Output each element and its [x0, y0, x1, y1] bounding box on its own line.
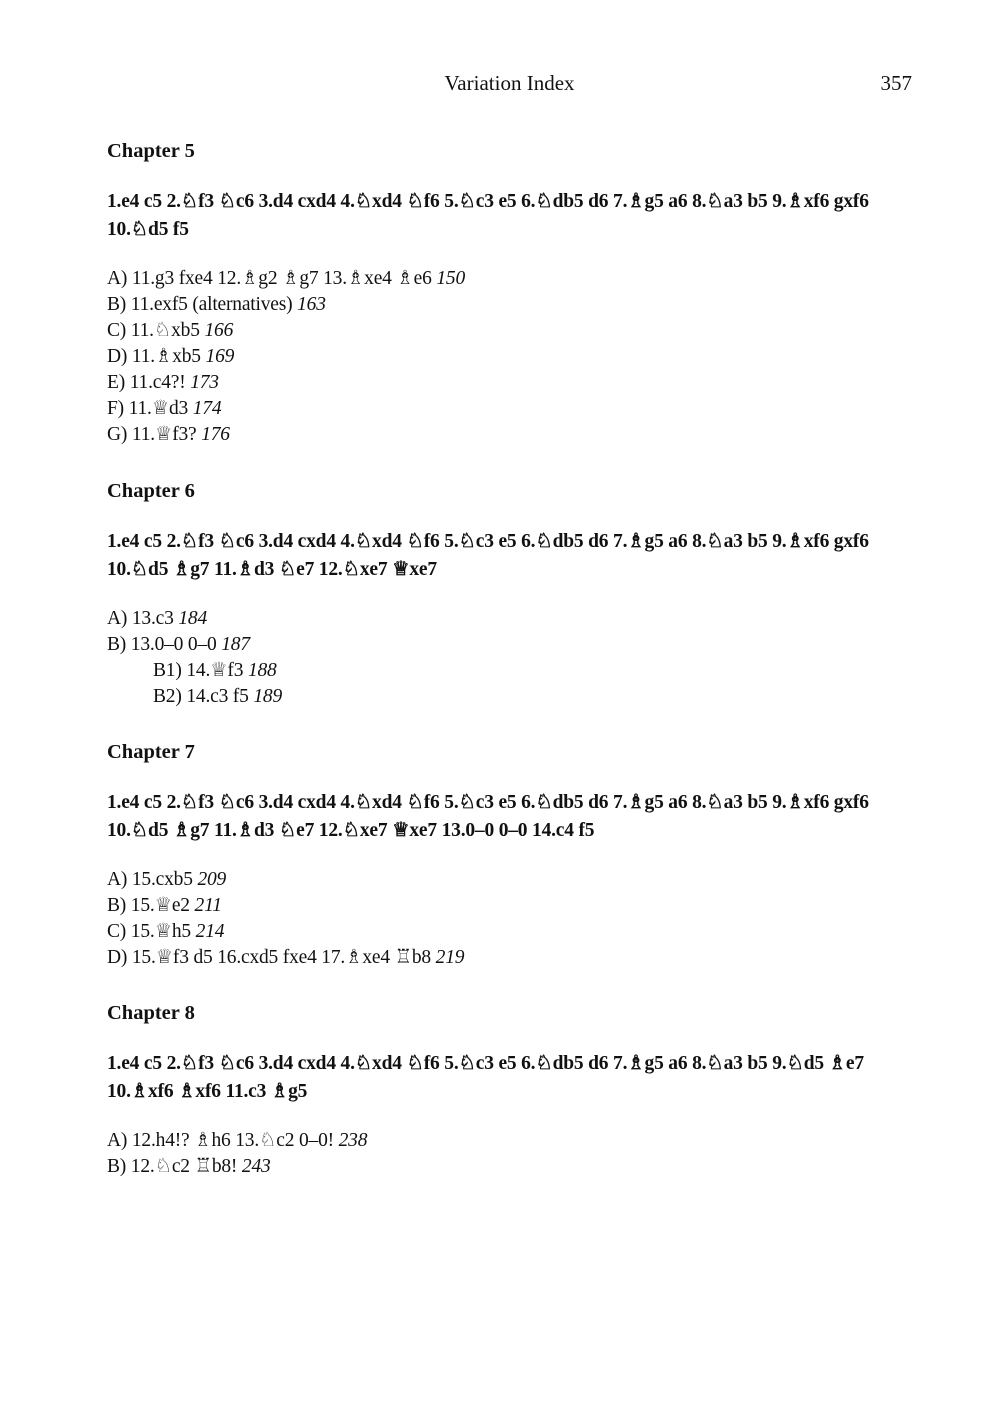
page-number: 357: [880, 71, 912, 95]
variation-label: G): [107, 424, 128, 445]
variation-moves: 11.♕f3?: [131, 424, 197, 445]
variation-item: [107, 893, 912, 919]
variation-label: D): [107, 947, 128, 968]
variation-moves: 14.c3 f5: [186, 686, 249, 707]
page-header: [107, 68, 912, 98]
variation-moves: 11.♗xb5: [131, 346, 201, 367]
variation-item: [107, 318, 912, 344]
page-reference: 176: [201, 424, 230, 445]
page-reference: 243: [241, 1156, 271, 1177]
variation-moves: 11.c4?!: [129, 372, 186, 393]
variation-item: [107, 867, 912, 893]
page-reference: 169: [205, 346, 235, 367]
page-reference: 187: [221, 634, 250, 655]
page-reference: 188: [247, 660, 277, 681]
variation-item: [107, 396, 912, 422]
page-reference: 189: [253, 686, 282, 707]
variation-label: C): [107, 320, 127, 341]
variation-list: [107, 606, 912, 710]
page-reference: 214: [195, 921, 225, 942]
variation-label: A): [107, 869, 128, 890]
variation-item: [107, 344, 912, 370]
page-reference: 209: [197, 869, 227, 890]
variation-moves: 12.h4!? ♗h6 13.♘c2 0–0!: [131, 1130, 334, 1151]
variation-moves: 14.♕f3: [186, 660, 244, 681]
variation-label: B2): [153, 686, 182, 707]
variation-moves: 12.♘c2 ♖b8!: [130, 1156, 238, 1177]
variation-item: [107, 945, 912, 971]
variation-label: A): [107, 268, 128, 289]
variation-item: [107, 919, 912, 945]
page-reference: 173: [190, 372, 219, 393]
variation-label: B): [107, 294, 127, 315]
variation-list: [107, 266, 912, 448]
variation-item: [107, 422, 912, 448]
variation-item: [107, 292, 912, 318]
variation-moves: 11.♕d3: [128, 398, 189, 419]
page-reference: 184: [178, 608, 207, 629]
chapter-5-section: [107, 136, 912, 448]
chapter-title: Chapter 5: [107, 140, 195, 162]
main-line: 1.e4 c5 2.♘f3 ♘c6 3.d4 cxd4 4.♘xd4 ♘f6 5.♘c3 e5 6.♘db5 d6 7.♗g5 a6 8.♘a3 b5 9.♗xf6 gxf6 10.♘d5 ♗g7 11.♗d3 ♘e7 12.♘xe7 ♕xe7: [107, 531, 869, 580]
variation-label: D): [107, 346, 128, 367]
variation-moves: 13.0–0 0–0: [130, 634, 217, 655]
variation-list: [107, 867, 912, 971]
variation-moves: 15.cxb5: [131, 869, 193, 890]
chapter-title: Chapter 6: [107, 480, 195, 502]
chapter-6-section: [107, 476, 912, 710]
page-reference: 166: [204, 320, 234, 341]
variation-label: C): [107, 921, 127, 942]
chapter-title: Chapter 8: [107, 1002, 195, 1024]
variation-moves: 13.c3: [131, 608, 174, 629]
page-reference: 211: [194, 895, 222, 916]
variation-moves: 11.♘xb5: [130, 320, 200, 341]
variation-label: A): [107, 608, 128, 629]
variation-item: [107, 266, 912, 292]
variation-item: [107, 1154, 912, 1180]
variation-moves: 11.g3 fxe4 12.♗g2 ♗g7 13.♗xe4 ♗e6: [131, 268, 432, 289]
page-reference: 150: [436, 268, 466, 289]
variation-moves: 11.exf5 (alternatives): [130, 294, 293, 315]
variation-list: [107, 1128, 912, 1180]
chapter-title: Chapter 7: [107, 741, 195, 763]
page-reference: 219: [435, 947, 465, 968]
variation-moves: 15.♕e2: [130, 895, 190, 916]
page-reference: 163: [297, 294, 326, 315]
main-line: 1.e4 c5 2.♘f3 ♘c6 3.d4 cxd4 4.♘xd4 ♘f6 5.♘c3 e5 6.♘db5 d6 7.♗g5 a6 8.♘a3 b5 9.♘d5 ♗e7 10.♗xf6 ♗xf6 11.c3 ♗g5: [107, 1053, 864, 1102]
variation-item: [107, 370, 912, 396]
main-line: 1.e4 c5 2.♘f3 ♘c6 3.d4 cxd4 4.♘xd4 ♘f6 5.♘c3 e5 6.♘db5 d6 7.♗g5 a6 8.♘a3 b5 9.♗xf6 gxf6 10.♘d5 f5: [107, 191, 869, 240]
variation-label: E): [107, 372, 126, 393]
page-reference: 174: [192, 398, 222, 419]
variation-moves: 15.♕h5: [130, 921, 191, 942]
variation-label: B): [107, 895, 127, 916]
chapter-7-section: [107, 737, 912, 971]
variation-label: B): [107, 1156, 127, 1177]
variation-label: F): [107, 398, 124, 419]
sub-variation-item: [107, 658, 912, 684]
variation-item: [107, 606, 912, 632]
running-title: Variation Index: [444, 71, 575, 95]
chapter-8-section: [107, 998, 912, 1180]
variation-item: [107, 632, 912, 658]
sub-variation-item: [107, 684, 912, 710]
main-line: 1.e4 c5 2.♘f3 ♘c6 3.d4 cxd4 4.♘xd4 ♘f6 5.♘c3 e5 6.♘db5 d6 7.♗g5 a6 8.♘a3 b5 9.♗xf6 gxf6 10.♘d5 ♗g7 11.♗d3 ♘e7 12.♘xe7 ♕xe7 13.0–0 0–0 14.c4 f5: [107, 792, 869, 841]
variation-label: A): [107, 1130, 128, 1151]
variation-item: [107, 1128, 912, 1154]
page-reference: 238: [338, 1130, 368, 1151]
variation-label: B): [107, 634, 127, 655]
variation-label: B1): [153, 660, 182, 681]
variation-moves: 15.♕f3 d5 16.cxd5 fxe4 17.♗xe4 ♖b8: [131, 947, 431, 968]
